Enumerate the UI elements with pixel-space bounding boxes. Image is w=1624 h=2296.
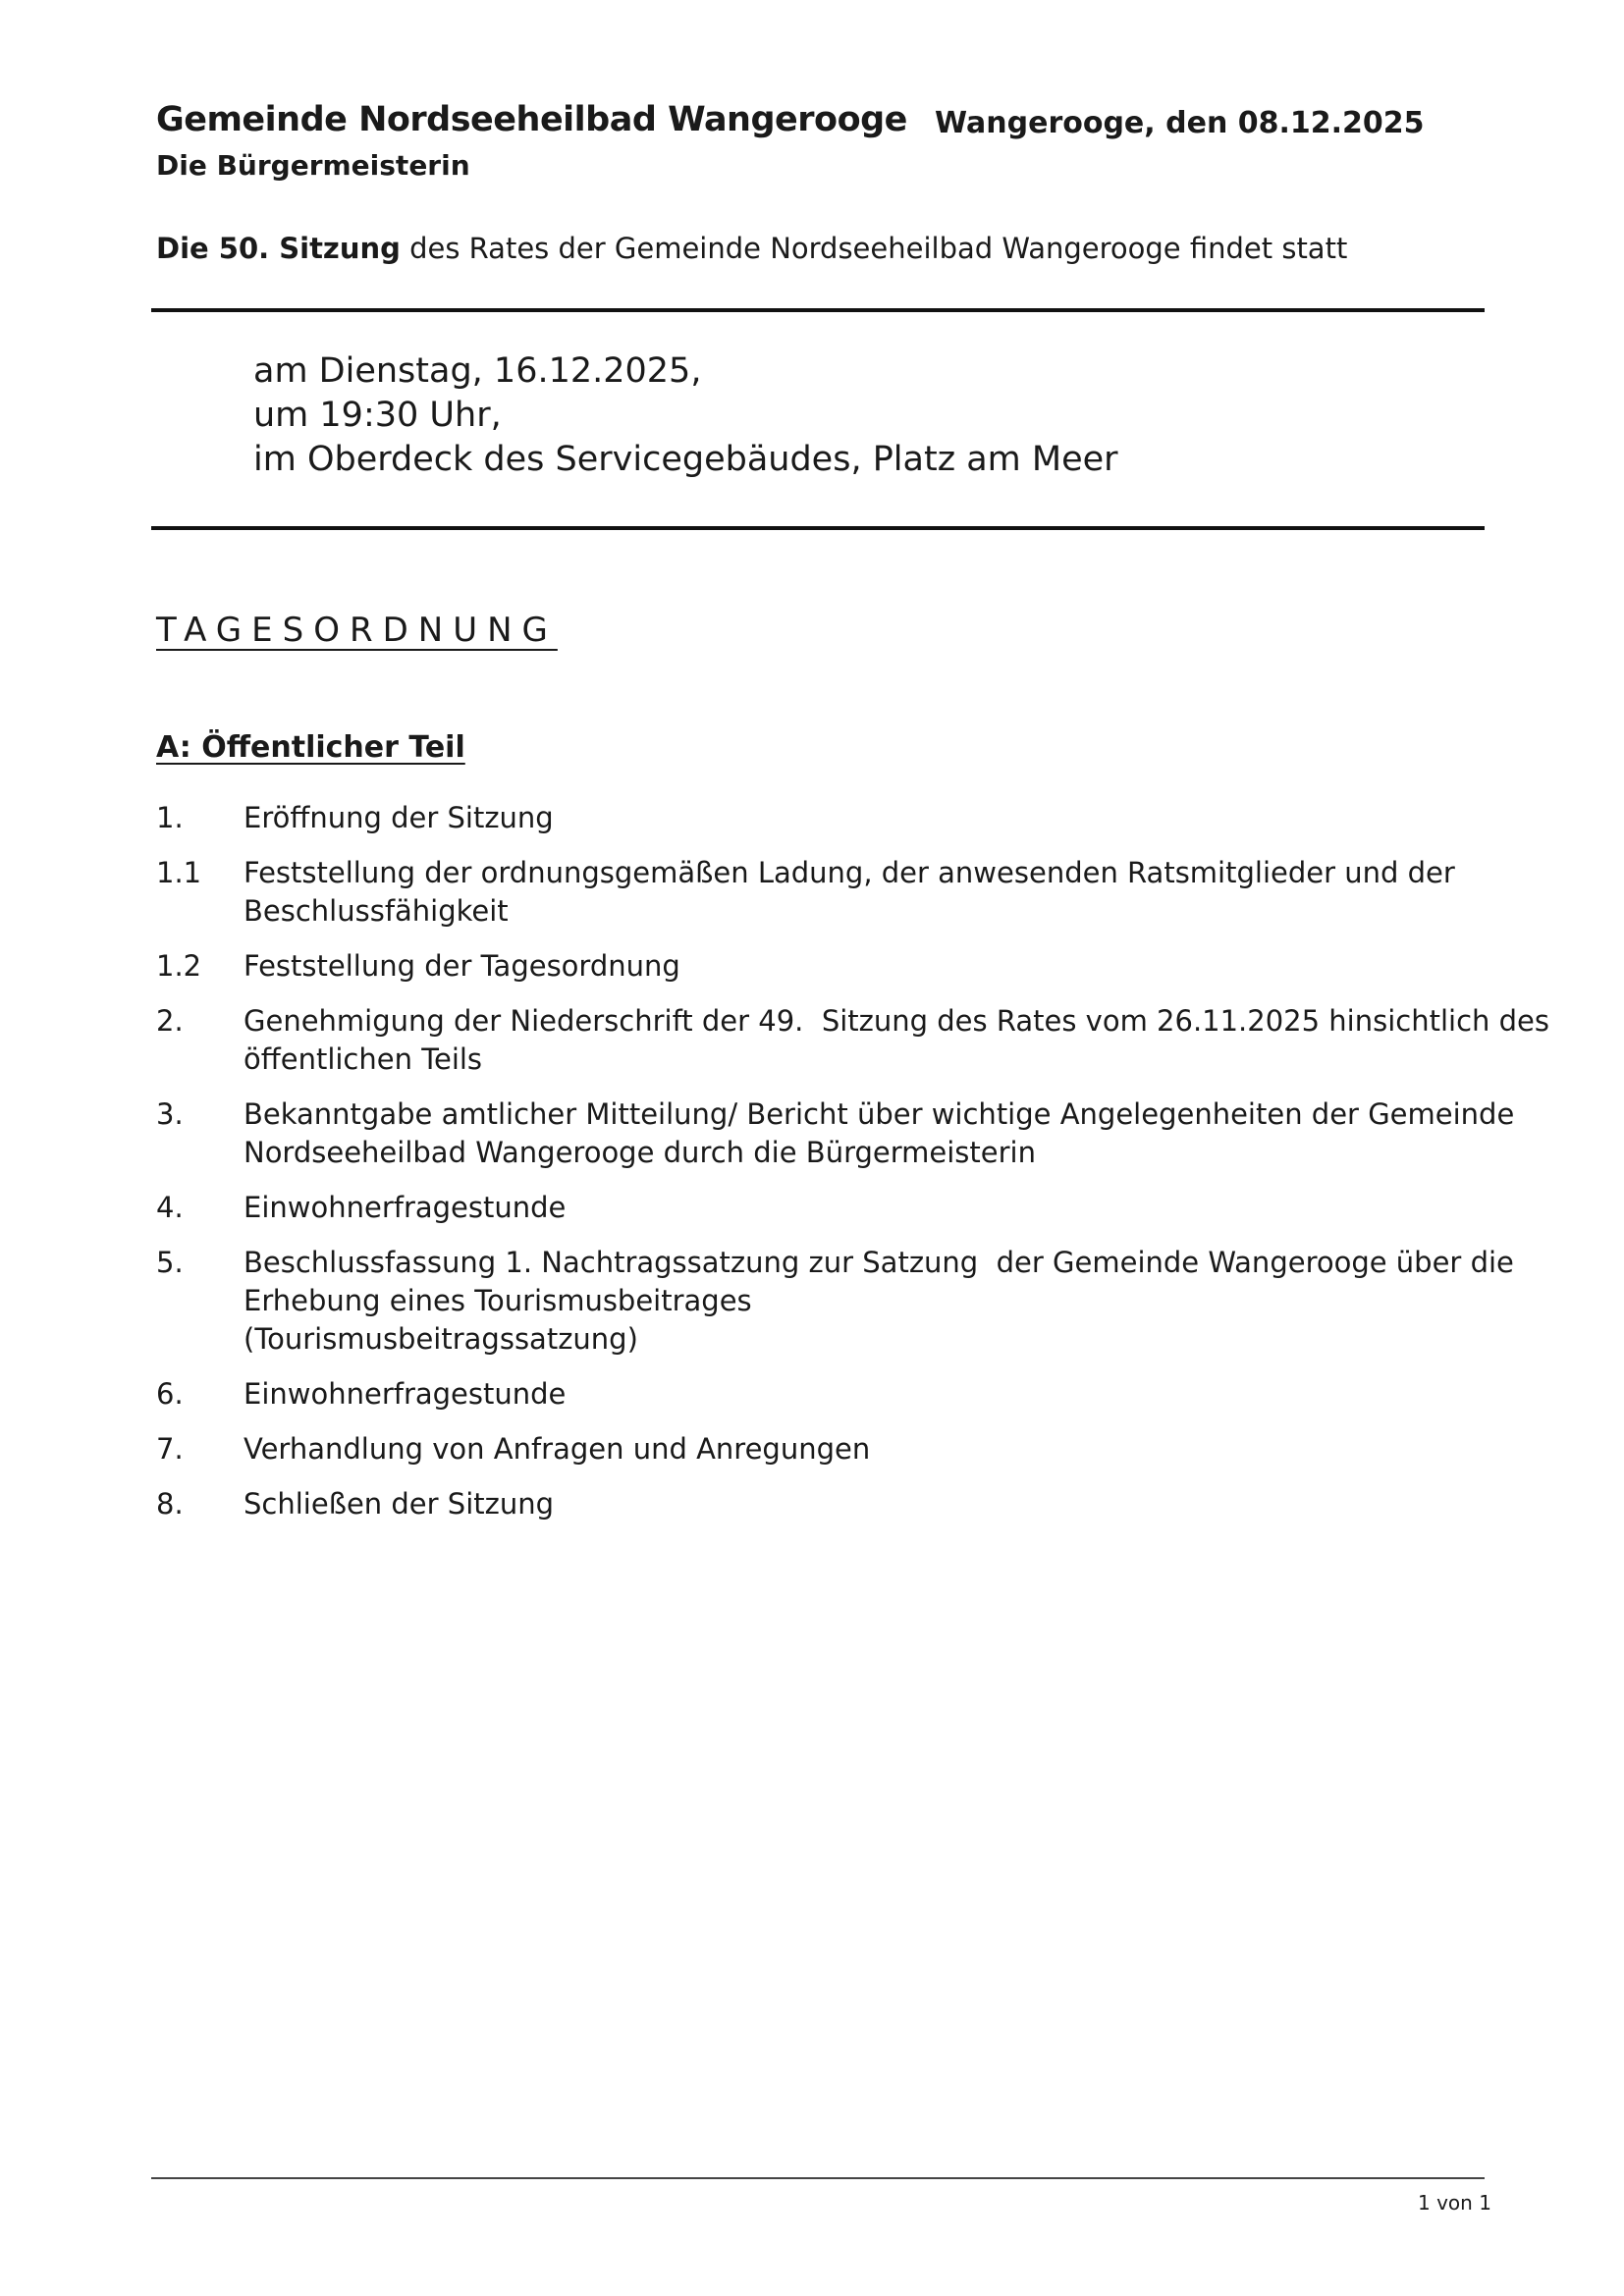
page-number: 1 von 1 (1418, 2191, 1491, 2215)
agenda-item-line: öffentlichen Teils (244, 1042, 483, 1076)
agenda-item-number: 3. (156, 1097, 184, 1131)
agenda-item-text (244, 947, 1472, 986)
intro-bold: Die 50. Sitzung (156, 232, 401, 265)
agenda-item-line: Genehmigung der Niederschrift der 49. Sitzung des Rates vom 26.11.2025 hinsichtlich des (244, 1004, 1549, 1038)
agenda-item (156, 1002, 1549, 1079)
intro-line (156, 232, 1347, 265)
agenda-item-number: 7. (156, 1432, 184, 1466)
agenda-item-line: Bekanntgabe amtlicher Mitteilung/ Bericht über wichtige Angelegenheiten der Gemeinde (244, 1097, 1515, 1131)
organization-name: Gemeinde Nordseeheilbad Wangerooge (156, 100, 907, 139)
agenda-item-line: Einwohnerfragestunde (244, 1377, 567, 1411)
agenda-item-text (244, 1375, 1472, 1414)
meeting-details (253, 349, 1118, 482)
agenda-item-text (244, 854, 1472, 931)
intro-rest: des Rates der Gemeinde Nordseeheilbad Wangerooge findet statt (400, 232, 1348, 265)
divider-bottom (151, 526, 1485, 530)
agenda-item-text (244, 1002, 1549, 1079)
agenda-item-text (244, 1095, 1514, 1172)
meeting-time: um 19:30 Uhr, (253, 396, 502, 435)
agenda-item-line: Erhebung eines Tourismusbeitrages (244, 1284, 752, 1317)
agenda-item (156, 947, 1472, 986)
agenda-item-line: Einwohnerfragestunde (244, 1191, 567, 1224)
agenda-item-number: 4. (156, 1191, 184, 1224)
agenda-item-line: Feststellung der ordnungsgemäßen Ladung, der anwesenden Ratsmitglieder und der (244, 856, 1455, 889)
meeting-location: im Oberdeck des Servicegebäudes, Platz am Meer (253, 440, 1118, 479)
agenda-item-text (244, 1244, 1514, 1359)
agenda-item (156, 1189, 1472, 1227)
agenda-item-line: Beschlussfassung 1. Nachtragssatzung zur Satzung der Gemeinde Wangerooge über die (244, 1246, 1514, 1279)
agenda-item-line: (Tourismusbeitragssatzung) (244, 1322, 638, 1356)
meeting-date: am Dienstag, 16.12.2025, (253, 351, 702, 391)
agenda-list (156, 799, 1549, 1540)
agenda-item-number: 8. (156, 1487, 184, 1521)
agenda-item (156, 1244, 1514, 1359)
divider-top (151, 308, 1485, 312)
agenda-item-number: 5. (156, 1246, 184, 1279)
agenda-item (156, 1430, 1472, 1468)
agenda-item (156, 1095, 1515, 1172)
agenda-item-line: Schließen der Sitzung (244, 1487, 555, 1521)
agenda-item-number: 6. (156, 1377, 184, 1411)
agenda-item-number: 1. (156, 801, 184, 834)
agenda-item-number: 1.2 (156, 949, 202, 983)
place-date: Wangerooge, den 08.12.2025 (935, 106, 1425, 140)
agenda-item-line: Beschlussfähigkeit (244, 894, 509, 928)
agenda-item-text (244, 799, 1472, 837)
sender-role: Die Bürgermeisterin (156, 149, 470, 182)
agenda-item-line: Nordseeheilbad Wangerooge durch die Bürgermeisterin (244, 1136, 1036, 1169)
agenda-item-text (244, 1189, 1472, 1227)
agenda-item-line: Verhandlung von Anfragen und Anregungen (244, 1432, 871, 1466)
agenda-item (156, 799, 1472, 837)
agenda-item-line: Feststellung der Tagesordnung (244, 949, 680, 983)
agenda-item (156, 854, 1472, 931)
agenda-item-number: 2. (156, 1004, 184, 1038)
agenda-item (156, 1375, 1472, 1414)
section-title: A: Öffentlicher Teil (156, 730, 465, 765)
agenda-item (156, 1485, 1472, 1523)
agenda-item-text (244, 1430, 1472, 1468)
agenda-title: TAGESORDNUNG (156, 611, 558, 650)
agenda-item-line: Eröffnung der Sitzung (244, 801, 554, 834)
footer-divider (151, 2177, 1485, 2179)
agenda-item-number: 1.1 (156, 856, 202, 889)
agenda-item-text (244, 1485, 1472, 1523)
